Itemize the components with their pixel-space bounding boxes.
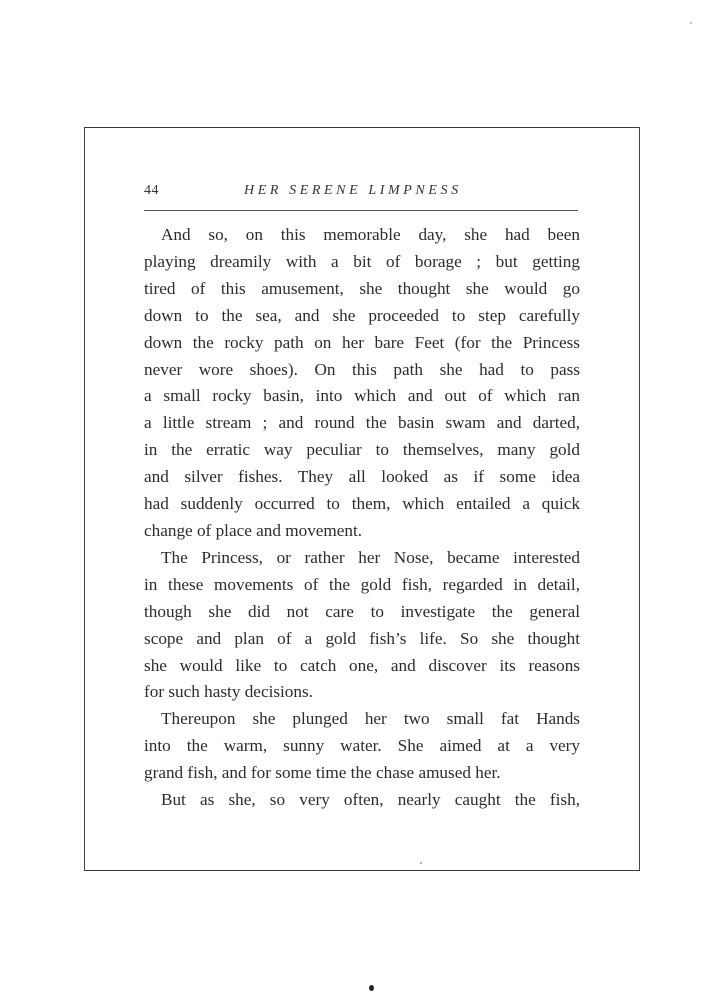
text-line: change of place and movement. [144,520,363,540]
text-line: But as she, so very often, nearly caught the fish, [161,790,580,810]
paragraph-1 [144,222,580,545]
text-line: Thereupon she plunged her two small fat Hands [161,709,580,729]
ink-speck [369,985,374,991]
paragraph-2 [144,545,580,706]
text-line: down to the sea, and she proceeded to step carefully [144,305,580,325]
ink-speck [690,22,692,24]
text-line: for such hasty decisions. [144,682,313,702]
body-text [144,222,580,814]
text-line: down the rocky path on her bare Feet (for the Princess [144,332,580,352]
header-rule [144,210,578,211]
text-line: And so, on this memorable day, she had been [161,225,580,244]
text-line: though she did not care to investigate the general [144,601,580,621]
text-line: never wore shoes). On this path she had to pass [144,359,580,379]
text-line: in these movements of the gold fish, regarded in detail, [144,574,580,594]
text-line: The Princess, or rather her Nose, became interested [161,547,580,567]
text-line: tired of this amusement, she thought she would go [144,278,580,298]
ink-speck [420,862,422,864]
running-head [144,183,578,205]
text-line: and silver fishes. They all looked as if some idea [144,467,580,487]
text-line: into the warm, sunny water. She aimed at a very [144,736,580,756]
page-number: 44 [144,183,159,198]
text-line: she would like to catch one, and discover its reasons [144,655,580,675]
paragraph-3 [144,706,580,787]
text-line: grand fish, and for some time the chase amused her. [144,763,501,783]
text-line: had suddenly occurred to them, which entailed a quick [144,494,580,514]
text-line: scope and plan of a gold fish’s life. So she thought [144,628,580,648]
text-line: in the erratic way peculiar to themselves, many gold [144,440,580,460]
paragraph-4 [144,787,580,814]
text-line: a little stream ; and round the basin swam and darted, [144,413,580,433]
running-title: HER SERENE LIMPNESS [244,183,462,198]
text-line: a small rocky basin, into which and out of which ran [144,386,580,406]
text-line: playing dreamily with a bit of borage ; but getting [144,251,580,271]
